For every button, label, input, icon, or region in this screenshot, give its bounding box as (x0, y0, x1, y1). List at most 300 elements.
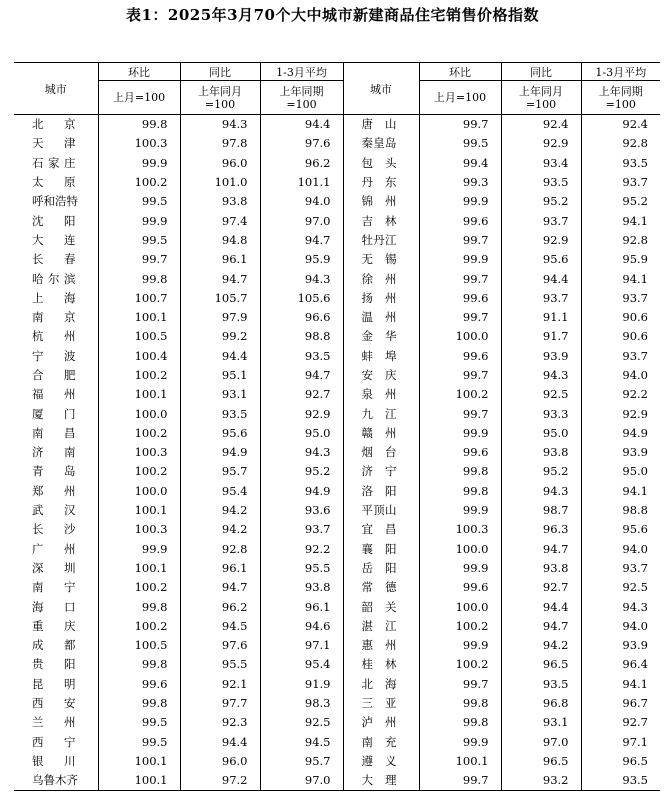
mom-value: 99.7 (419, 115, 501, 135)
yoy-value: 95.1 (180, 366, 260, 385)
avg-value: 96.7 (622, 696, 648, 711)
yoy-value: 95.0 (501, 424, 581, 443)
yoy-value: 94.7 (180, 269, 260, 288)
avg-base-line2: =100 (286, 97, 317, 111)
city-name: 赣州 (343, 424, 419, 443)
mom-header-right: 环比 (419, 63, 501, 81)
city-name: 烟台 (343, 443, 419, 462)
avg-value: 95.5 (260, 559, 343, 578)
table-row (14, 115, 660, 135)
mom-value: 99.7 (419, 308, 501, 327)
avg-value: 94.7 (260, 231, 343, 250)
avg-value: 94.1 (622, 483, 648, 498)
avg-value: 94.7 (260, 366, 343, 385)
mom-value: 99.8 (98, 655, 180, 674)
avg-header-left: 1-3月平均 (260, 63, 343, 81)
avg-value: 93.7 (260, 520, 343, 539)
avg-value: 92.2 (622, 387, 648, 402)
mom-value: 99.5 (98, 192, 180, 211)
yoy-value: 92.8 (180, 540, 260, 559)
avg-base-line1: 上年同期 (598, 84, 643, 98)
mom-value: 100.4 (98, 347, 180, 366)
yoy-value: 105.7 (180, 289, 260, 308)
table-body (14, 115, 660, 791)
city-name: 贵阳 (14, 655, 98, 674)
yoy-value: 95.4 (180, 482, 260, 501)
yoy-value: 93.1 (501, 713, 581, 732)
avg-value: 93.5 (260, 347, 343, 366)
mom-value: 99.7 (419, 675, 501, 694)
table-row (14, 404, 660, 423)
mom-value: 99.5 (98, 231, 180, 250)
yoy-value: 92.4 (501, 115, 581, 135)
avg-value: 96.5 (622, 753, 648, 768)
city-name: 济宁 (343, 462, 419, 481)
yoy-value: 94.9 (180, 443, 260, 462)
table-row (14, 443, 660, 462)
city-header-right: 城市 (343, 63, 419, 115)
yoy-value: 92.9 (501, 231, 581, 250)
avg-value: 94.9 (622, 425, 648, 440)
avg-value: 101.1 (260, 173, 343, 192)
avg-value: 94.3 (622, 599, 648, 614)
mom-value: 100.1 (98, 501, 180, 520)
avg-value: 94.0 (622, 541, 648, 556)
yoy-value: 93.3 (501, 404, 581, 423)
city-name: 北京 (14, 115, 98, 135)
city-name: 呼和浩特 (14, 192, 98, 211)
mom-value: 100.5 (98, 636, 180, 655)
table-row (14, 462, 660, 481)
mom-value: 100.3 (98, 520, 180, 539)
city-name: 大理 (343, 771, 419, 791)
city-name: 常德 (343, 578, 419, 597)
table-row (14, 713, 660, 732)
yoy-value: 94.3 (180, 115, 260, 135)
avg-value: 93.5 (581, 771, 660, 791)
mom-value: 100.2 (419, 655, 501, 674)
price-index-table (14, 62, 660, 791)
mom-value: 99.8 (419, 694, 501, 713)
yoy-value: 96.2 (180, 597, 260, 616)
yoy-value: 96.1 (180, 559, 260, 578)
yoy-value: 98.7 (501, 501, 581, 520)
table-row (14, 385, 660, 404)
city-name: 西安 (14, 694, 98, 713)
yoy-value: 97.6 (180, 636, 260, 655)
table-row (14, 501, 660, 520)
yoy-value: 97.8 (180, 134, 260, 153)
mom-value: 99.9 (419, 424, 501, 443)
mom-value: 99.5 (419, 134, 501, 153)
mom-value: 99.6 (419, 347, 501, 366)
avg-value: 92.9 (260, 404, 343, 423)
city-name: 无锡 (343, 250, 419, 269)
avg-value: 92.2 (260, 540, 343, 559)
yoy-value: 96.3 (501, 520, 581, 539)
city-name: 天津 (14, 134, 98, 153)
city-name: 厦门 (14, 404, 98, 423)
avg-value: 105.6 (260, 289, 343, 308)
avg-base-line1: 上年同期 (279, 84, 324, 98)
mom-value: 100.2 (419, 385, 501, 404)
mom-value: 99.6 (419, 289, 501, 308)
mom-value: 100.5 (98, 327, 180, 346)
table-row (14, 269, 660, 288)
table-row (14, 154, 660, 173)
table-row (14, 134, 660, 153)
yoy-value: 96.5 (501, 752, 581, 771)
city-name: 锦州 (343, 192, 419, 211)
avg-value: 94.0 (260, 192, 343, 211)
city-name: 三亚 (343, 694, 419, 713)
city-name: 牡丹江 (343, 231, 419, 250)
yoy-value: 96.0 (180, 752, 260, 771)
mom-value: 99.6 (419, 578, 501, 597)
city-name: 洛阳 (343, 482, 419, 501)
mom-value: 100.1 (98, 771, 180, 791)
table-row (14, 482, 660, 501)
yoy-value: 94.4 (180, 733, 260, 752)
city-name: 银川 (14, 752, 98, 771)
mom-value: 100.2 (419, 617, 501, 636)
city-name: 兰州 (14, 713, 98, 732)
city-name: 长春 (14, 250, 98, 269)
yoy-header-left: 同比 (180, 63, 260, 81)
mom-value: 100.2 (98, 424, 180, 443)
avg-value: 98.8 (260, 327, 343, 346)
mom-value: 99.7 (419, 366, 501, 385)
avg-value: 93.8 (260, 578, 343, 597)
mom-value: 99.9 (419, 559, 501, 578)
city-name: 岳阳 (343, 559, 419, 578)
table-row (14, 520, 660, 539)
yoy-value: 93.2 (501, 771, 581, 791)
mom-value: 99.9 (98, 154, 180, 173)
city-name: 徐州 (343, 269, 419, 288)
city-name: 武汉 (14, 501, 98, 520)
table-row (14, 752, 660, 771)
table-row (14, 771, 660, 791)
city-name: 哈尔滨 (14, 269, 98, 288)
yoy-value: 95.7 (180, 462, 260, 481)
yoy-value: 95.2 (501, 462, 581, 481)
city-name: 广州 (14, 540, 98, 559)
city-name: 泸州 (343, 713, 419, 732)
table-row (14, 173, 660, 192)
mom-value: 100.2 (98, 366, 180, 385)
mom-value: 99.8 (419, 482, 501, 501)
avg-value: 95.4 (260, 655, 343, 674)
city-name: 惠州 (343, 636, 419, 655)
mom-value: 100.3 (419, 520, 501, 539)
mom-value: 99.5 (98, 733, 180, 752)
mom-value: 99.7 (419, 771, 501, 791)
mom-value: 100.0 (98, 404, 180, 423)
avg-value: 95.6 (622, 522, 648, 537)
avg-value: 97.1 (260, 636, 343, 655)
mom-value: 99.8 (98, 597, 180, 616)
yoy-header-right: 同比 (501, 63, 581, 81)
table-row (14, 655, 660, 674)
city-name: 蚌埠 (343, 347, 419, 366)
avg-value: 93.6 (260, 501, 343, 520)
mom-value: 99.8 (98, 115, 180, 135)
city-name: 金华 (343, 327, 419, 346)
avg-value: 95.2 (622, 194, 648, 209)
city-name: 南昌 (14, 424, 98, 443)
avg-base-left (260, 81, 343, 115)
avg-value: 96.2 (260, 154, 343, 173)
city-name: 大连 (14, 231, 98, 250)
city-name: 平顶山 (343, 501, 419, 520)
mom-value: 99.9 (419, 733, 501, 752)
mom-value: 99.9 (419, 250, 501, 269)
city-name: 秦皇岛 (343, 134, 419, 153)
avg-value: 93.9 (622, 445, 648, 460)
yoy-value: 93.5 (180, 404, 260, 423)
mom-value: 100.2 (98, 578, 180, 597)
table-row (14, 211, 660, 230)
avg-header-right: 1-3月平均 (581, 63, 660, 81)
mom-value: 99.6 (98, 675, 180, 694)
city-name: 昆明 (14, 675, 98, 694)
mom-value: 99.4 (419, 154, 501, 173)
avg-value: 97.1 (622, 734, 648, 749)
mom-value: 99.5 (98, 713, 180, 732)
avg-value: 97.0 (260, 771, 343, 791)
city-name: 北海 (343, 675, 419, 694)
avg-value: 92.7 (622, 715, 648, 730)
mom-value: 99.7 (98, 250, 180, 269)
city-name: 石家庄 (14, 154, 98, 173)
yoy-base-line2: =100 (525, 97, 557, 111)
yoy-value: 101.0 (180, 173, 260, 192)
yoy-value: 93.1 (180, 385, 260, 404)
yoy-value: 94.8 (180, 231, 260, 250)
mom-value: 100.0 (98, 482, 180, 501)
avg-value: 94.0 (622, 618, 648, 633)
table-row (14, 424, 660, 443)
city-name: 深圳 (14, 559, 98, 578)
city-name: 青岛 (14, 462, 98, 481)
mom-base-right: 上月=100 (419, 81, 501, 115)
yoy-value: 96.5 (501, 655, 581, 674)
yoy-value: 97.7 (180, 694, 260, 713)
yoy-value: 93.5 (501, 675, 581, 694)
yoy-value: 94.3 (501, 482, 581, 501)
mom-value: 100.2 (98, 462, 180, 481)
mom-value: 100.3 (98, 134, 180, 153)
table-row (14, 308, 660, 327)
city-name: 唐山 (343, 115, 419, 135)
mom-value: 99.7 (419, 231, 501, 250)
table-row (14, 366, 660, 385)
avg-value: 96.4 (622, 657, 648, 672)
avg-value: 92.8 (622, 136, 648, 151)
yoy-value: 97.2 (180, 771, 260, 791)
city-name: 南京 (14, 308, 98, 327)
mom-value: 99.9 (98, 540, 180, 559)
avg-value: 94.4 (260, 115, 343, 135)
avg-value: 90.6 (622, 329, 648, 344)
yoy-value: 94.4 (180, 347, 260, 366)
mom-value: 99.3 (419, 173, 501, 192)
city-name: 安庆 (343, 366, 419, 385)
table-title: 表1：2025年3月70个大中城市新建商品住宅销售价格指数 (126, 6, 539, 24)
yoy-base-line1: 上年同月 (198, 84, 242, 98)
yoy-value: 93.8 (501, 559, 581, 578)
avg-value: 94.6 (260, 617, 343, 636)
yoy-value: 95.6 (180, 424, 260, 443)
city-name: 重庆 (14, 617, 98, 636)
table-row (14, 617, 660, 636)
mom-value: 100.2 (98, 617, 180, 636)
yoy-value: 93.7 (501, 289, 581, 308)
city-name: 西宁 (14, 733, 98, 752)
avg-value: 93.7 (622, 348, 648, 363)
avg-value: 93.9 (622, 638, 648, 653)
mom-value: 99.8 (419, 462, 501, 481)
city-name: 郑州 (14, 482, 98, 501)
mom-value: 100.1 (98, 559, 180, 578)
table-row (14, 192, 660, 211)
yoy-value: 95.2 (501, 192, 581, 211)
table-row (14, 675, 660, 694)
mom-value: 99.7 (419, 404, 501, 423)
avg-base-right (581, 81, 660, 115)
yoy-value: 93.8 (501, 443, 581, 462)
city-name: 南宁 (14, 578, 98, 597)
mom-value: 99.9 (98, 211, 180, 230)
avg-value: 95.9 (622, 252, 648, 267)
yoy-value: 92.3 (180, 713, 260, 732)
yoy-value: 94.5 (180, 617, 260, 636)
table-row (14, 540, 660, 559)
yoy-value: 93.7 (501, 211, 581, 230)
yoy-value: 95.6 (501, 250, 581, 269)
yoy-value: 94.4 (501, 269, 581, 288)
city-header-left: 城市 (14, 63, 98, 115)
yoy-value: 92.5 (501, 385, 581, 404)
city-name: 沈阳 (14, 211, 98, 230)
mom-value: 99.8 (419, 713, 501, 732)
city-name: 九江 (343, 404, 419, 423)
city-name: 海口 (14, 597, 98, 616)
avg-value: 94.1 (622, 213, 648, 228)
city-name: 湛江 (343, 617, 419, 636)
yoy-value: 94.7 (501, 540, 581, 559)
table-row (14, 733, 660, 752)
avg-value: 93.7 (622, 560, 648, 575)
mom-value: 100.3 (98, 443, 180, 462)
table-row (14, 231, 660, 250)
avg-value: 95.9 (260, 250, 343, 269)
yoy-value: 97.0 (501, 733, 581, 752)
avg-value: 94.9 (260, 482, 343, 501)
avg-value: 94.1 (622, 271, 648, 286)
mom-value: 100.1 (98, 308, 180, 327)
table-row (14, 559, 660, 578)
city-name: 泉州 (343, 385, 419, 404)
table-row (14, 694, 660, 713)
table-row (14, 636, 660, 655)
avg-value: 93.5 (622, 155, 648, 170)
city-name: 成都 (14, 636, 98, 655)
avg-value: 94.0 (622, 368, 648, 382)
avg-value: 95.2 (260, 462, 343, 481)
yoy-value: 96.8 (501, 694, 581, 713)
city-name: 南充 (343, 733, 419, 752)
avg-value: 94.1 (622, 676, 648, 691)
yoy-value: 92.1 (180, 675, 260, 694)
yoy-base-right (501, 81, 581, 115)
city-name: 遵义 (343, 752, 419, 771)
yoy-value: 99.2 (180, 327, 260, 346)
mom-header-left: 环比 (98, 63, 180, 81)
yoy-value: 96.1 (180, 250, 260, 269)
avg-value: 92.5 (260, 713, 343, 732)
avg-value: 98.8 (622, 503, 648, 518)
city-name: 丹东 (343, 173, 419, 192)
mom-value: 99.6 (419, 443, 501, 462)
table-header (14, 63, 660, 115)
yoy-base-line1: 上年同月 (519, 84, 563, 98)
yoy-value: 91.7 (501, 327, 581, 346)
avg-value: 94.3 (260, 443, 343, 462)
table-row (14, 289, 660, 308)
mom-value: 100.1 (419, 752, 501, 771)
table-row (14, 327, 660, 346)
city-name: 长沙 (14, 520, 98, 539)
avg-value: 92.9 (622, 406, 648, 421)
avg-value: 90.6 (622, 310, 648, 325)
mom-value: 100.1 (98, 385, 180, 404)
yoy-value: 93.4 (501, 154, 581, 173)
avg-value: 92.5 (622, 580, 648, 595)
yoy-value: 95.5 (180, 655, 260, 674)
yoy-value: 94.7 (180, 578, 260, 597)
city-name: 上海 (14, 289, 98, 308)
city-name: 韶关 (343, 597, 419, 616)
city-name: 包头 (343, 154, 419, 173)
table-row (14, 597, 660, 616)
avg-value: 92.4 (622, 117, 648, 132)
city-name: 襄阳 (343, 540, 419, 559)
yoy-base-line2: =100 (204, 97, 236, 111)
city-name: 扬州 (343, 289, 419, 308)
city-name: 桂林 (343, 655, 419, 674)
avg-base-line2: =100 (605, 97, 636, 111)
city-name: 宁波 (14, 347, 98, 366)
yoy-value: 94.2 (180, 520, 260, 539)
avg-value: 93.7 (622, 175, 648, 190)
avg-value: 95.0 (622, 464, 648, 479)
avg-value: 97.6 (260, 134, 343, 153)
mom-value: 99.9 (419, 636, 501, 655)
avg-value: 96.6 (260, 308, 343, 327)
city-name: 太原 (14, 173, 98, 192)
mom-value: 100.0 (419, 327, 501, 346)
yoy-value: 96.0 (180, 154, 260, 173)
yoy-value: 97.4 (180, 211, 260, 230)
city-name: 杭州 (14, 327, 98, 346)
avg-value: 91.9 (260, 675, 343, 694)
table-row (14, 578, 660, 597)
city-name: 乌鲁木齐 (14, 771, 98, 791)
mom-value: 99.8 (98, 694, 180, 713)
city-name: 吉林 (343, 211, 419, 230)
